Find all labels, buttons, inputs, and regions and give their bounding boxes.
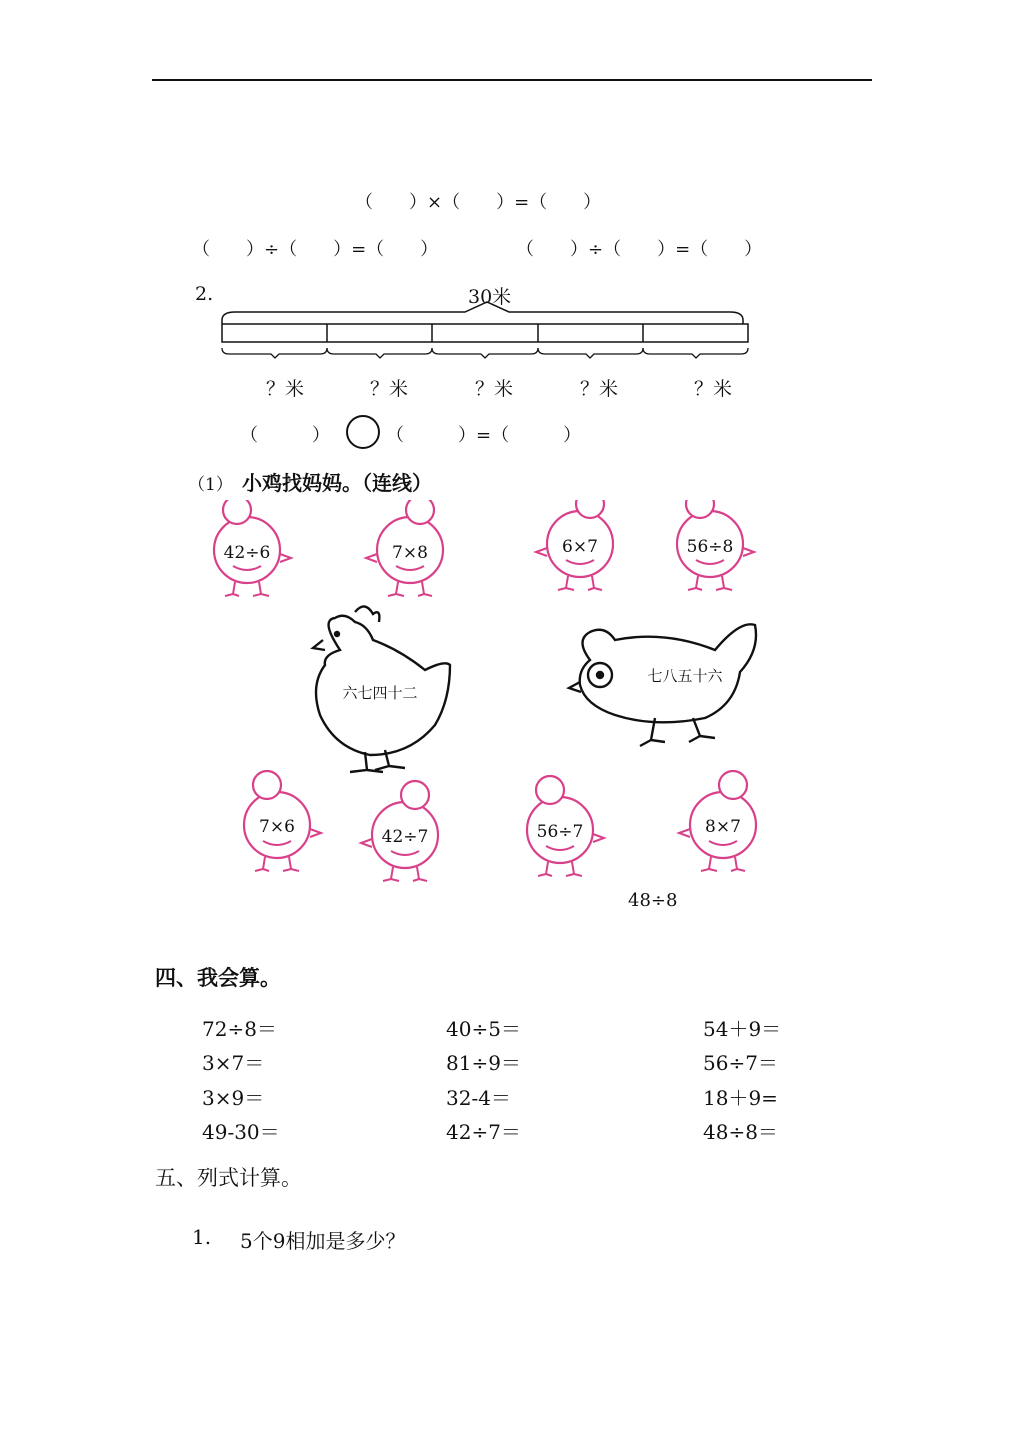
segment-label-1: ？米 [266, 378, 305, 400]
segment-label-5: ？米 [694, 378, 733, 400]
svg-text:7×6: 7×6 [259, 817, 295, 837]
calc-r1c2: 40÷5＝ [446, 1017, 521, 1041]
chick-top-1 [214, 500, 291, 596]
calc-r4c1: 49-30＝ [202, 1120, 280, 1144]
chick-top-3 [536, 500, 613, 590]
section-5-title: 五、列式计算。 [155, 1166, 302, 1190]
hen-2 [569, 624, 756, 746]
calc-r2c1: 3×7＝ [202, 1051, 265, 1075]
blank-equation-divide-2: （ ）÷（ ）=（ ） [516, 239, 763, 260]
header-rule [152, 79, 872, 81]
chick-hen-illustration [195, 500, 795, 890]
blank-equation-divide-1: （ ）÷（ ）=（ ） [192, 239, 439, 260]
equation-blank-left: （ ） [240, 425, 330, 446]
calc-r4c3: 48÷8＝ [703, 1120, 778, 1144]
svg-text:六七四十二: 六七四十二 [342, 684, 418, 702]
svg-text:七八五十六: 七八五十六 [647, 667, 723, 685]
segment-label-3: ？米 [475, 378, 514, 400]
section-4-title: 四、我会算。 [155, 966, 281, 990]
chick-bottom-3 [527, 776, 604, 876]
chick-bottom-2 [361, 781, 438, 881]
segment-label-4: ？米 [580, 378, 619, 400]
subsection-number: （1） [188, 475, 233, 495]
calc-r2c3: 56÷7＝ [703, 1051, 778, 1075]
svg-text:42÷7: 42÷7 [381, 827, 429, 847]
svg-text:7×8: 7×8 [392, 543, 428, 563]
calc-r1c1: 72÷8＝ [202, 1017, 277, 1041]
total-length-label: 30米 [468, 286, 512, 308]
calc-r4c2: 42÷7＝ [446, 1120, 521, 1144]
calc-r3c1: 3×9＝ [202, 1086, 265, 1110]
chicks-section-title: 小鸡找妈妈。（连线） [242, 471, 432, 495]
chick-top-2 [366, 500, 443, 596]
extra-expression: 48÷8 [628, 890, 678, 911]
calc-r3c3: 18＋9= [703, 1086, 778, 1110]
question-2-number: 2. [195, 283, 214, 305]
operator-circle [346, 415, 380, 449]
calc-r1c3: 54＋9＝ [703, 1017, 782, 1041]
svg-text:6×7: 6×7 [562, 537, 598, 557]
svg-text:56÷7: 56÷7 [536, 822, 584, 842]
calc-r2c2: 81÷9＝ [446, 1051, 521, 1075]
segment-bar [222, 324, 748, 342]
chick-bottom-1 [244, 771, 321, 871]
svg-text:8×7: 8×7 [705, 817, 741, 837]
segment-diagram [215, 300, 760, 370]
blank-equation-multiply: （ ）×（ ）=（ ） [355, 192, 602, 213]
equation-blank-right: （ ）=（ ） [386, 425, 582, 446]
chick-bottom-4 [679, 771, 756, 871]
chick-top-4 [677, 500, 754, 590]
hen-1 [313, 606, 450, 772]
svg-text:56÷8: 56÷8 [686, 537, 734, 557]
svg-text:42÷6: 42÷6 [223, 543, 271, 563]
segment-label-2: ？米 [370, 378, 409, 400]
calc-r3c2: 32-4＝ [446, 1086, 511, 1110]
section-5-item-text: 5个9相加是多少？ [240, 1229, 406, 1253]
section-5-item-number: 1. [192, 1225, 212, 1249]
